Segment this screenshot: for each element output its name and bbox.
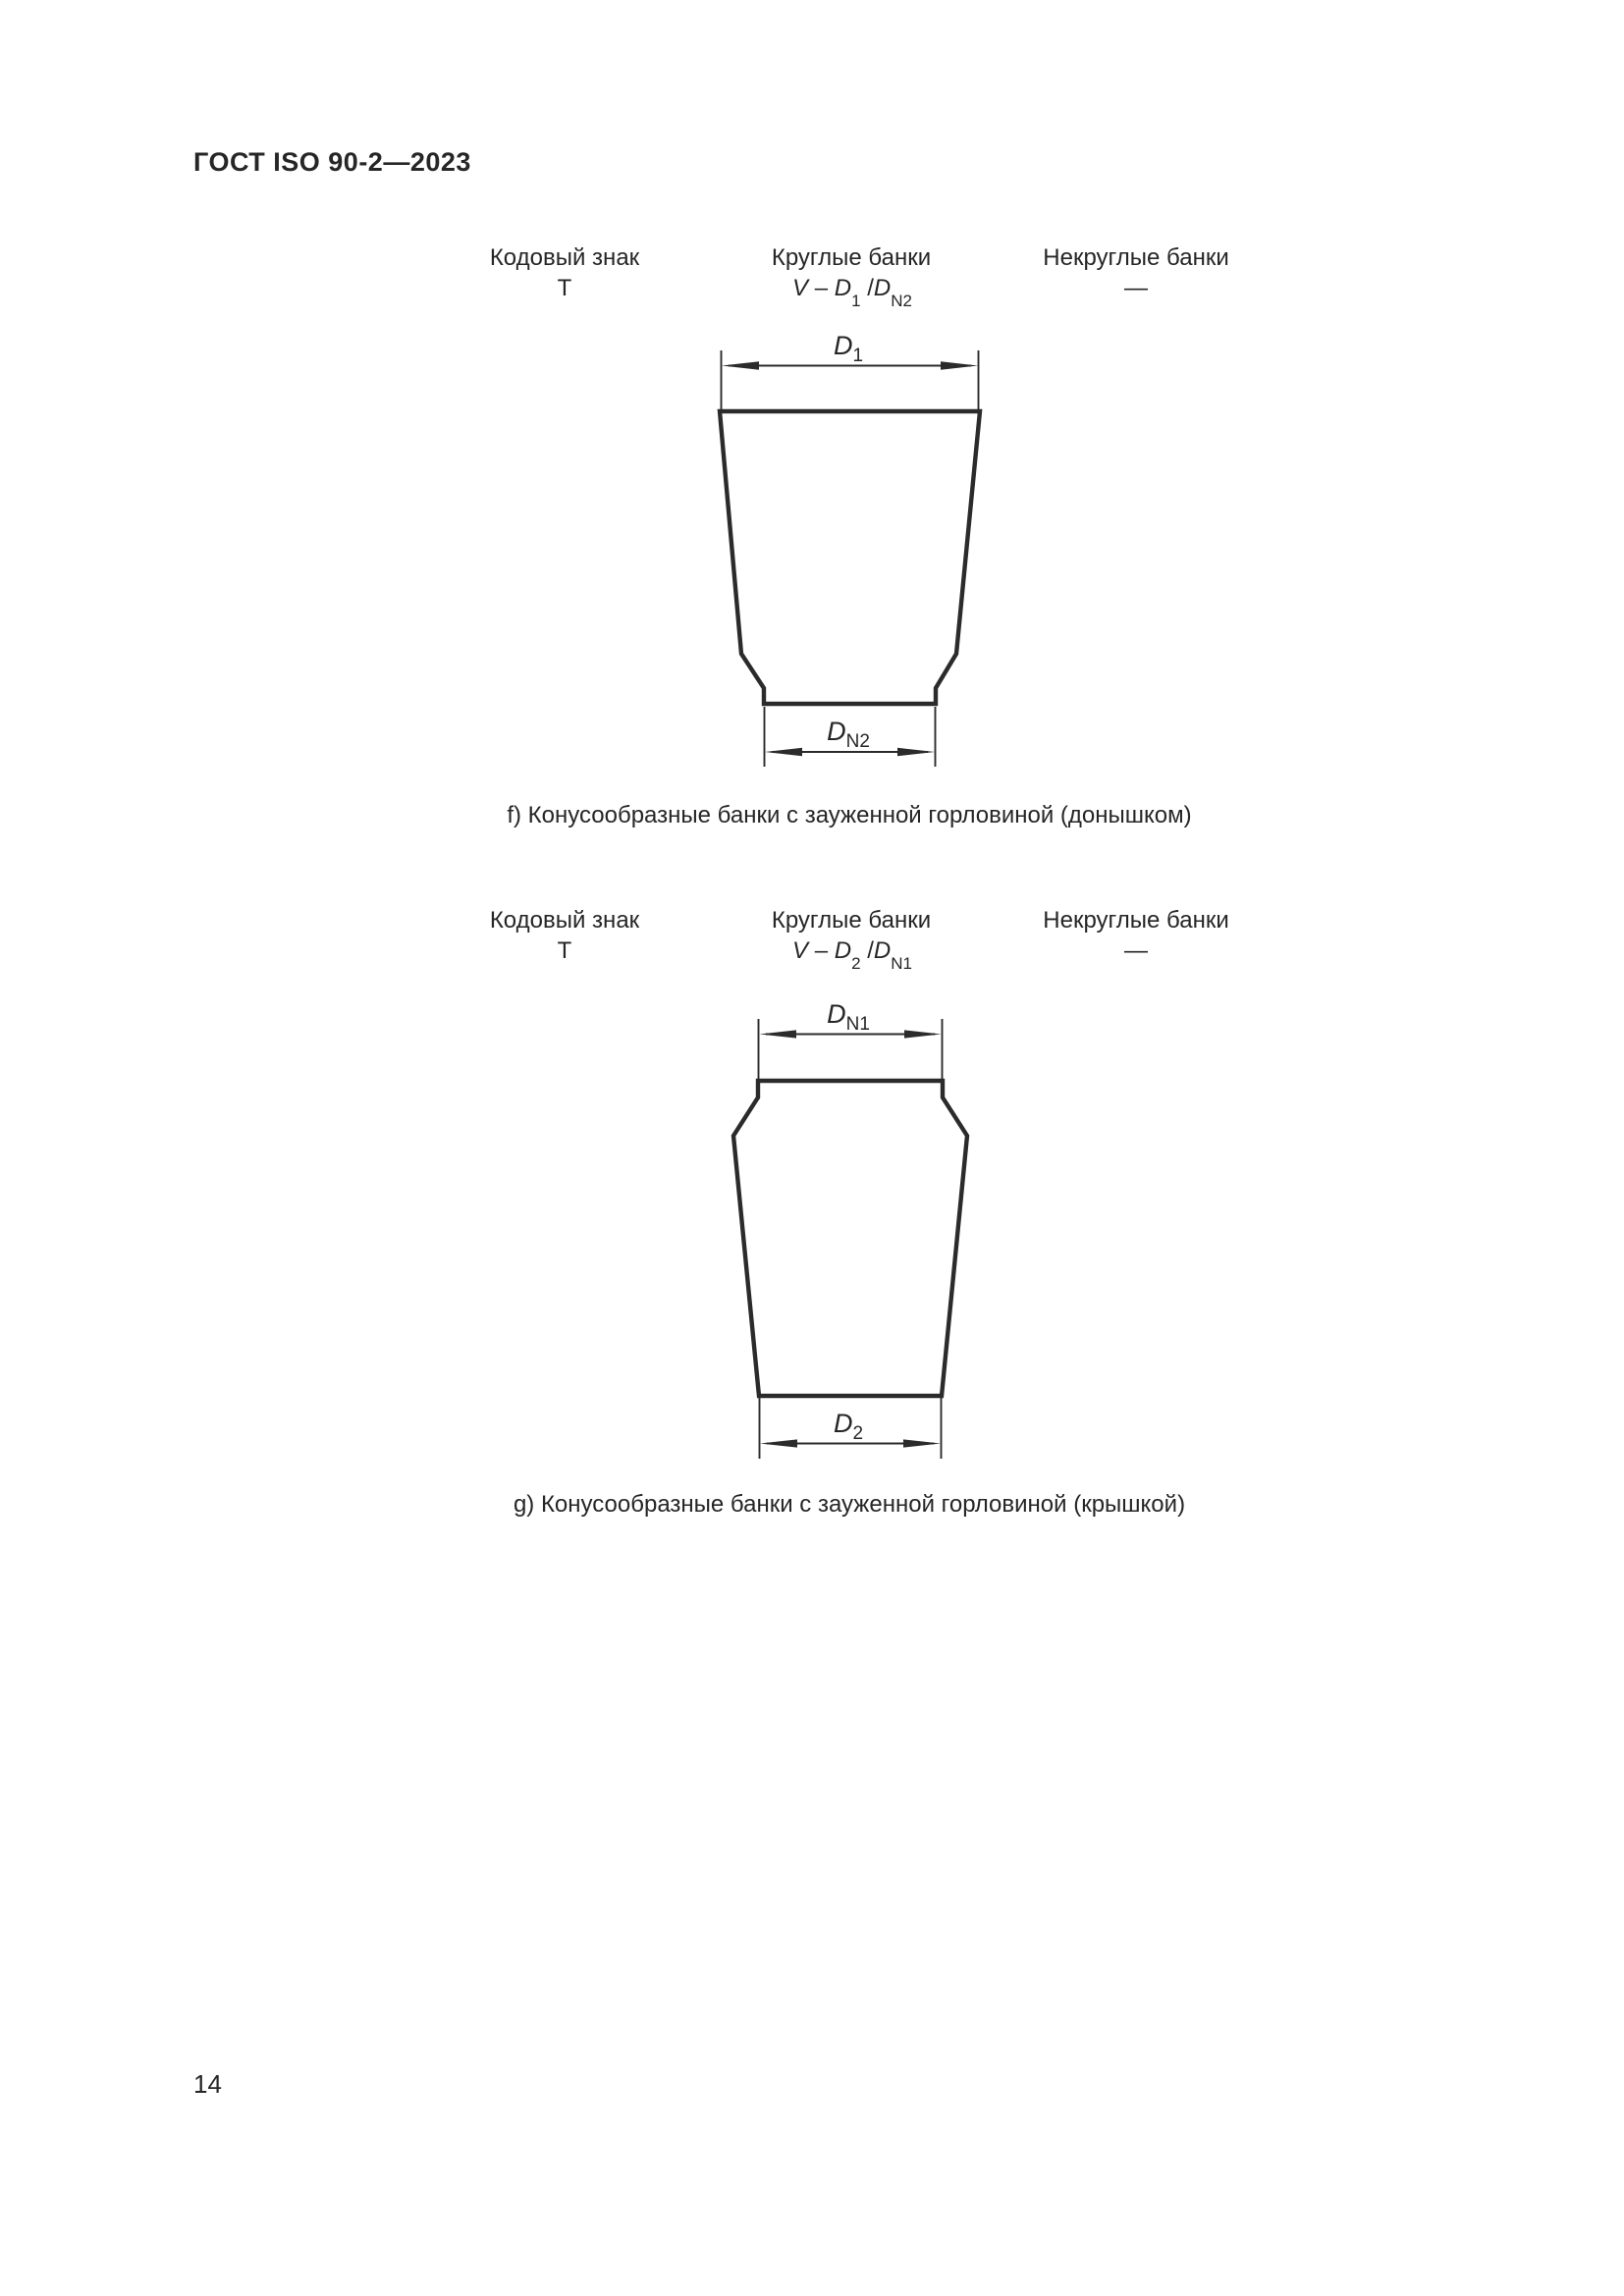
round-cans-header: Круглые банки [771, 907, 932, 934]
arrowhead-right-icon [903, 1439, 941, 1447]
nonround-cans-value: — [1124, 937, 1148, 964]
arrowhead-left-icon [722, 361, 759, 369]
formula-var: V [792, 937, 809, 964]
dimension-label-bottom: $D_2$ [833, 1409, 864, 1444]
can-outline [733, 1081, 967, 1396]
figure-g-caption: g) Конусообразные банки с зауженной горловиной (крышкой) [513, 1491, 1186, 1518]
formula-first-sub: 2 [851, 953, 861, 973]
code-sign-header: Кодовый знак [489, 907, 640, 934]
arrowhead-right-icon [941, 361, 978, 369]
dimension-label-top: $D_{N1}$ [827, 999, 870, 1035]
formula-second: D [873, 275, 892, 301]
arrowhead-left-icon [760, 1439, 797, 1447]
round-cans-header: Круглые банки [771, 244, 932, 271]
cone-can-bottom-neck-diagram [677, 324, 1021, 785]
code-sign-value: Т [557, 937, 572, 964]
can-outline [720, 411, 980, 704]
document-title: ГОСТ ISO 90-2—2023 [193, 147, 471, 177]
arrowhead-right-icon [904, 1030, 942, 1038]
formula-first: D [834, 275, 852, 301]
arrowhead-left-icon [760, 1030, 797, 1038]
page-number: 14 [193, 2069, 222, 2099]
cone-can-top-neck-diagram [677, 996, 1021, 1468]
formula-second-sub: N2 [891, 291, 912, 310]
round-cans-formula [792, 275, 912, 310]
formula-dash: – [814, 937, 829, 964]
nonround-cans-value: — [1124, 275, 1148, 301]
code-sign-value: Т [557, 275, 572, 301]
formula-var: V [792, 275, 809, 301]
nonround-cans-header: Некруглые банки [1043, 907, 1229, 934]
formula-first-sub: 1 [851, 291, 861, 310]
formula-second-sub: N1 [891, 953, 912, 973]
formula-dash: – [814, 275, 829, 301]
formula-second: D [873, 937, 892, 964]
formula-slash: / [867, 937, 874, 964]
figure-f-caption: f) Конусообразные банки с зауженной горловиной (донышком) [507, 802, 1192, 828]
formula-first: D [834, 937, 852, 964]
code-sign-header: Кодовый знак [489, 244, 640, 271]
arrowhead-right-icon [897, 748, 935, 756]
dimension-label-top: $D_1$ [833, 331, 864, 366]
nonround-cans-header: Некруглые банки [1043, 244, 1229, 271]
formula-slash: / [867, 275, 874, 301]
dimension-label-bottom: $D_{N2}$ [827, 717, 870, 752]
round-cans-formula [792, 937, 912, 973]
arrowhead-left-icon [765, 748, 802, 756]
